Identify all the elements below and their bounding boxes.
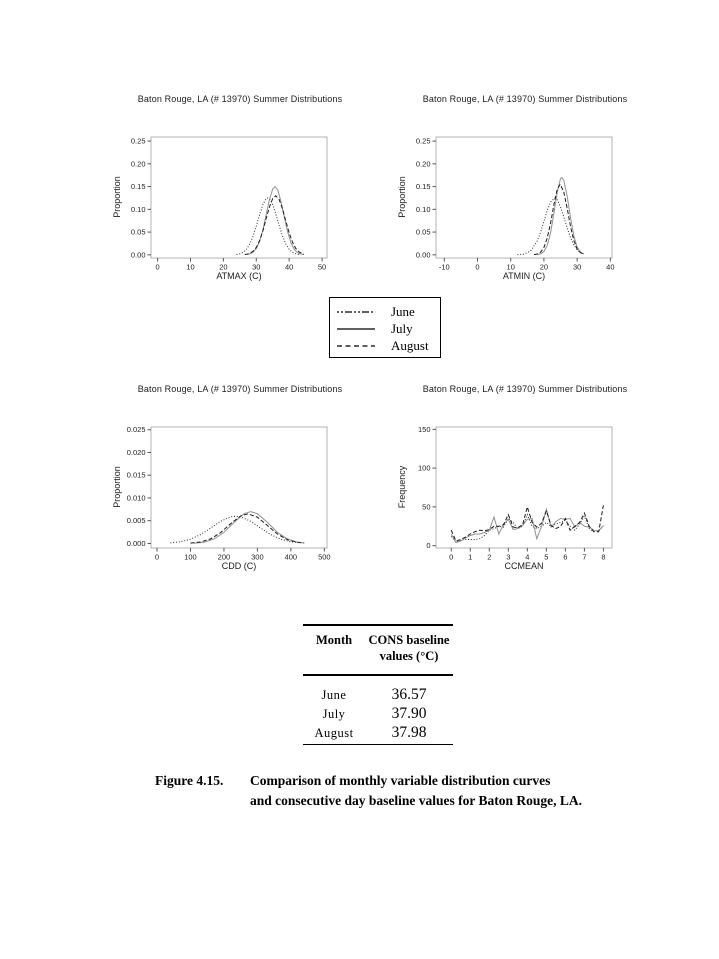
table-row-august (303, 724, 453, 743)
y-tick-label: 0.005 (126, 516, 146, 526)
x-tick-label: 7 (582, 552, 587, 562)
y-tick-label: 150 (417, 424, 431, 434)
y-tick-label: 0.15 (130, 182, 146, 192)
y-tick-label: 0.20 (415, 159, 431, 169)
table-header-row (303, 632, 453, 664)
table-cell-value: 36.57 (391, 686, 427, 703)
chart-title: Baton Rouge, LA (# 13970) Summer Distributions (422, 94, 628, 104)
caption-line-1: Comparison of monthly variable distribution curves (250, 773, 551, 788)
legend-entry-june (336, 303, 440, 320)
table-row-june (303, 686, 453, 705)
chart-title: Baton Rouge, LA (# 13970) Summer Distributions (422, 384, 628, 394)
caption-line-2: and consecutive day baseline values for Baton Rouge, LA. (250, 793, 583, 808)
y-tick-label: 0.020 (126, 447, 146, 457)
y-tick-label: 0.000 (126, 538, 146, 548)
x-tick-label: -10 (438, 262, 450, 272)
x-tick-label: 0 (475, 262, 480, 272)
chart-atmin (395, 90, 655, 295)
table-top-rule (303, 624, 453, 626)
plot-area-atmax (110, 130, 370, 280)
y-tick-label: 0.05 (130, 227, 146, 237)
curve-june (517, 198, 583, 255)
y-axis-label: Frequency (397, 465, 407, 509)
chart-cdd (110, 380, 370, 585)
chart-title: Baton Rouge, LA (# 13970) Summer Distributions (137, 384, 343, 394)
y-tick-label: 0.00 (130, 250, 146, 260)
y-axis-label: Proportion (397, 176, 407, 218)
x-tick-label: 10 (186, 262, 195, 272)
x-tick-label: 0 (449, 552, 454, 562)
legend-label-june: June (391, 303, 415, 319)
plot-area-cdd (110, 420, 370, 570)
table-cell-month: June (321, 687, 347, 702)
plot-area-ccmean (395, 420, 655, 570)
x-axis-label: CCMEAN (504, 561, 544, 571)
legend-box (329, 297, 441, 358)
y-axis-label: Proportion (112, 466, 122, 508)
legend-entry-july (336, 320, 440, 337)
chart-atmax (110, 90, 370, 295)
x-tick-label: 5 (544, 552, 549, 562)
y-tick-label: 0.25 (130, 136, 146, 146)
y-tick-label: 100 (417, 463, 431, 473)
chart-title: Baton Rouge, LA (# 13970) Summer Distributions (137, 94, 343, 104)
baseline-values-table (303, 624, 453, 745)
x-tick-label: 0 (154, 552, 160, 562)
table-header-value-line1: CONS baseline (368, 633, 450, 647)
y-tick-label: 0.10 (130, 204, 146, 214)
legend-line-july-icon (336, 325, 376, 333)
curve-july (537, 178, 584, 255)
table-cell-month: August (314, 725, 354, 740)
x-tick-label: 1 (468, 552, 473, 562)
table-header-month: Month (315, 633, 353, 647)
y-tick-label: 0.025 (126, 425, 146, 435)
x-tick-label: 30 (252, 262, 261, 272)
curve-june (451, 515, 603, 542)
x-tick-label: 200 (217, 552, 231, 562)
legend-label-august: August (391, 337, 429, 353)
x-tick-label: 40 (606, 262, 615, 272)
y-tick-label: 0.015 (126, 470, 146, 480)
plot-frame (436, 137, 612, 258)
x-tick-label: 100 (184, 552, 197, 562)
plot-area-atmin (395, 130, 655, 280)
legend-line-august-icon (336, 342, 376, 350)
x-tick-label: 20 (539, 262, 549, 272)
legend-label-july: July (391, 320, 413, 336)
x-tick-label: 10 (506, 262, 515, 272)
x-axis-label: ATMIN (C) (502, 271, 546, 281)
figure-caption (155, 771, 680, 811)
x-tick-label: 4 (525, 552, 530, 562)
y-tick-label: 0.20 (130, 159, 146, 169)
table-header-value-line2: values (°C) (379, 649, 439, 663)
table-row-july (303, 705, 453, 724)
y-tick-label: 0 (426, 541, 431, 551)
y-tick-label: 0.00 (415, 250, 431, 260)
table-cell-value: 37.98 (391, 724, 427, 741)
x-tick-label: 400 (284, 552, 298, 562)
x-tick-label: 40 (284, 262, 294, 272)
table-header-value (365, 632, 453, 664)
chart-ccmean (395, 380, 655, 585)
x-tick-label: 300 (251, 552, 264, 562)
x-axis-label: ATMAX (C) (216, 271, 262, 281)
y-axis-label: Proportion (112, 176, 122, 218)
table-header-rule (303, 674, 453, 676)
y-tick-label: 50 (422, 502, 431, 512)
figure-caption-label: Figure 4.15. (155, 773, 224, 788)
x-tick-label: 6 (563, 552, 568, 562)
y-tick-label: 0.10 (415, 204, 431, 214)
x-tick-label: 3 (506, 552, 511, 562)
x-tick-label: 20 (219, 262, 228, 272)
x-tick-label: 500 (318, 552, 331, 562)
plot-frame (151, 137, 327, 258)
y-tick-label: 0.15 (415, 182, 431, 192)
x-axis-label: CDD (C) (221, 561, 257, 571)
legend-entry-august (336, 337, 440, 354)
x-tick-label: 8 (601, 552, 606, 562)
table-cell-value: 37.90 (391, 705, 427, 722)
legend-line-june-icon (336, 308, 376, 316)
y-tick-label: 0.05 (415, 227, 431, 237)
table-cell-month: July (322, 706, 346, 721)
plot-frame (436, 427, 612, 548)
x-tick-label: 0 (155, 262, 160, 272)
y-tick-label: 0.010 (126, 493, 146, 503)
x-tick-label: 30 (572, 262, 582, 272)
y-tick-label: 0.25 (415, 136, 431, 146)
curve-august (245, 196, 304, 255)
x-tick-label: 50 (317, 262, 327, 272)
table-bottom-rule (303, 744, 453, 746)
figure-caption-text (250, 771, 680, 811)
plot-frame (151, 427, 327, 548)
x-tick-label: 2 (487, 552, 492, 562)
